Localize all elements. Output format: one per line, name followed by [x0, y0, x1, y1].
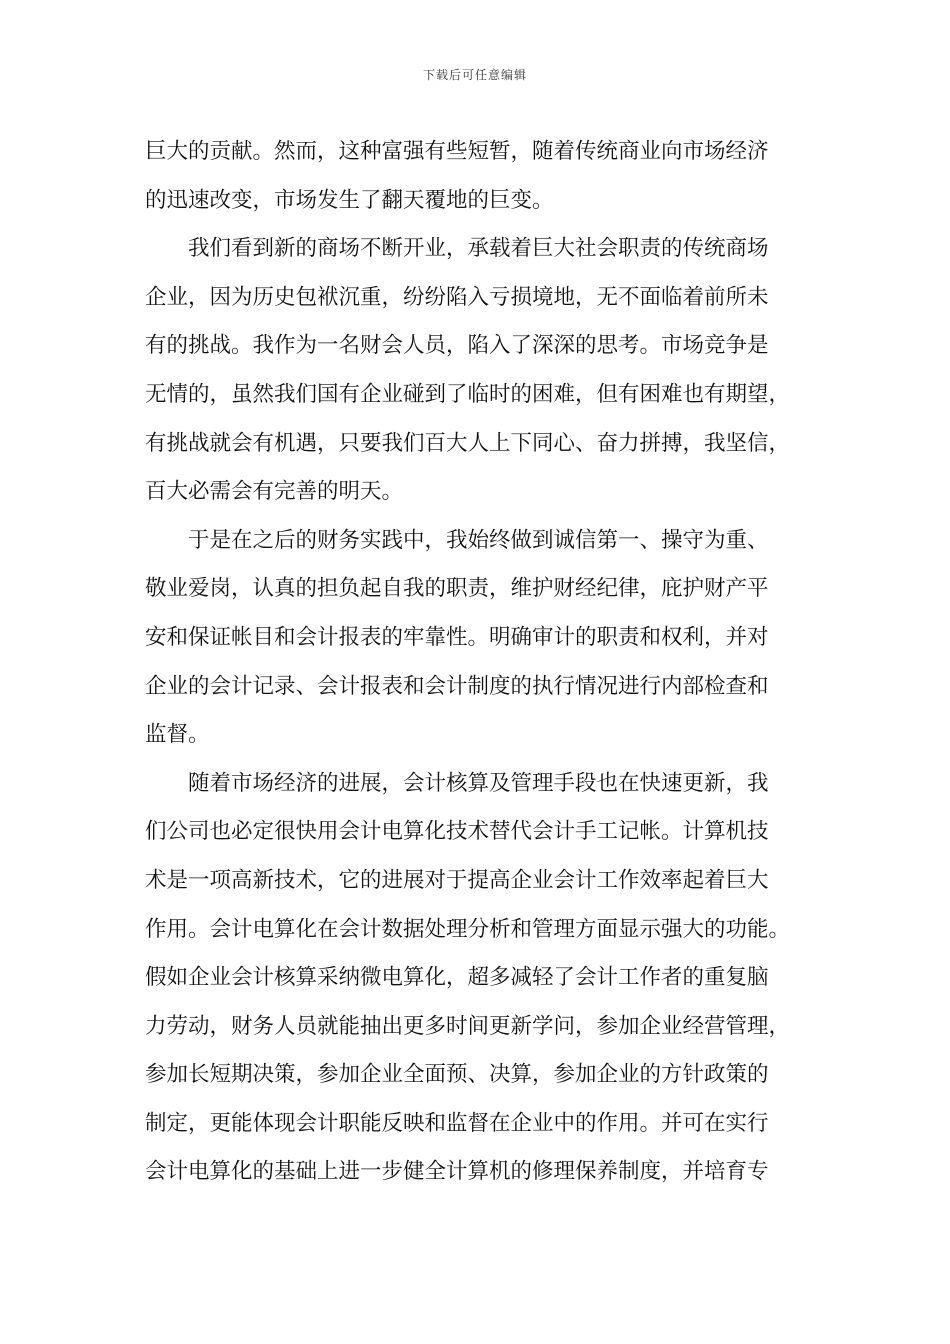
- text-line: 企业，因为历史包袱沉重，纷纷陷入亏损境地，无不面临着前所未: [145, 284, 769, 310]
- text-line: 安和保证帐目和会计报表的牢靠性。明确审计的职责和权利，并对: [145, 624, 769, 650]
- text-line: 有的挑战。我作为一名财会人员，陷入了深深的思考。市场竞争是: [145, 333, 769, 359]
- text-line: 监督。: [145, 722, 210, 748]
- text-line: 有挑战就会有机遇，只要我们百大人上下同心、奋力拼搏，我坚信，: [145, 430, 791, 456]
- text-line: 的迅速改变，市场发生了翻天覆地的巨变。: [145, 187, 554, 213]
- text-line: 作用。会计电算化在会计数据处理分析和管理方面显示强大的功能。: [145, 916, 791, 942]
- text-line: 敬业爱岗，认真的担负起自我的职责，维护财经纪律，庇护财产平: [145, 576, 769, 602]
- text-line: 百大必需会有完善的明天。: [145, 479, 404, 505]
- text-line: 随着市场经济的进展，会计核算及管理手段也在快速更新，我: [188, 770, 769, 796]
- text-line: 制定，更能体现会计职能反映和监督在企业中的作用。并可在实行: [145, 1110, 769, 1136]
- text-line: 力劳动，财务人员就能抽出更多时间更新学问，参加企业经营管理，: [145, 1013, 791, 1039]
- page-header: 下载后可任意编辑: [422, 68, 527, 82]
- text-line: 术是一项高新技术，它的进展对于提高企业会计工作效率起着巨大: [145, 867, 769, 893]
- text-line: 企业的会计记录、会计报表和会计制度的执行情况进行内部检查和: [145, 673, 769, 699]
- text-line: 会计电算化的基础上进一步健全计算机的修理保养制度，并培育专: [145, 1159, 769, 1185]
- text-line: 无情的，虽然我们国有企业碰到了临时的困难，但有困难也有期望，: [145, 381, 791, 407]
- text-line: 于是在之后的财务实践中，我始终做到诚信第一、操守为重、: [188, 527, 769, 553]
- text-line: 巨大的贡献。然而，这种富强有些短暂，随着传统商业向市场经济: [145, 139, 769, 164]
- text-line: 我们看到新的商场不断开业，承载着巨大社会职责的传统商场: [188, 236, 769, 262]
- body-text: [145, 128, 815, 1197]
- text-line: 们公司也必定很快用会计电算化技术替代会计手工记帐。计算机技: [145, 819, 769, 845]
- text-line: 假如企业会计核算采纳微电算化，超多减轻了会计工作者的重复脑: [145, 965, 769, 991]
- text-line: 参加长短期决策，参加企业全面预、决算，参加企业的方针政策的: [145, 1062, 769, 1088]
